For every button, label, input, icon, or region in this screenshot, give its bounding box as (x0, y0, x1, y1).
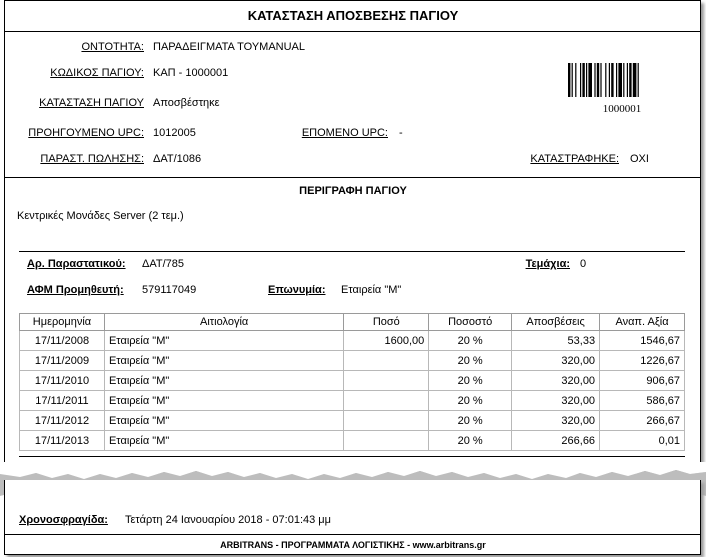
barcode-image (568, 63, 676, 97)
barcode-bar (594, 63, 595, 97)
barcode-bar (638, 63, 639, 97)
barcode-bar (568, 63, 570, 97)
col-date: Ημερομηνία (20, 314, 105, 331)
barcode-bar (586, 63, 587, 97)
cell-rate: 20 % (429, 371, 512, 391)
barcode-bar (633, 63, 637, 97)
cell-date: 17/11/2011 (20, 391, 105, 411)
cell-residual-value: 586,67 (600, 391, 685, 411)
col-amount: Ποσό (344, 314, 429, 331)
barcode-bar (627, 63, 628, 97)
barcode-bar (609, 63, 610, 97)
cell-rate: 20 % (429, 331, 512, 351)
col-reason: Αιτιολογία (104, 314, 343, 331)
barcode-bar (611, 63, 613, 97)
table-row (20, 371, 685, 391)
barcode-bar (588, 63, 592, 97)
cell-amount (344, 371, 429, 391)
barcode-bar (616, 63, 617, 97)
cell-amount (344, 351, 429, 371)
table-header-row (20, 314, 685, 331)
cell-date: 17/11/2010 (20, 371, 105, 391)
destroyed-label: ΚΑΤΑΣΤΡΑΦΗΚΕ: (530, 153, 619, 165)
description-divider (19, 251, 685, 252)
footer-credit: ARBITRANS - ΠΡΟΓΡΑΜΜΑΤΑ ΛΟΓΙΣΤΙΚΗΣ - www.arbitrans.gr (220, 540, 486, 550)
cell-date: 17/11/2008 (20, 331, 105, 351)
cell-reason: Εταιρεία "Μ" (104, 331, 343, 351)
cell-depreciation: 320,00 (512, 411, 600, 431)
footer-divider (5, 534, 700, 535)
entity-value: ΠΑΡΑΔΕΙΓΜΑΤΑ ΤΟΥMANUAL (153, 41, 306, 53)
cell-amount: 1600,00 (344, 331, 429, 351)
table-row (20, 391, 685, 411)
barcode-bar (600, 63, 601, 97)
title-divider (5, 31, 700, 32)
asset-status-value: Αποσβέστηκε (153, 97, 220, 109)
pieces-value: 0 (580, 258, 587, 270)
cell-depreciation: 320,00 (512, 371, 600, 391)
cell-residual-value: 266,67 (600, 411, 685, 431)
col-rate: Ποσοστό (429, 314, 512, 331)
cell-depreciation: 53,33 (512, 331, 600, 351)
barcode-bar (629, 63, 631, 97)
asset-code-label: ΚΩΔΙΚΟΣ ΠΑΓΙΟΥ: (50, 67, 144, 79)
prev-upc-value: 1012005 (153, 127, 196, 139)
table-row (20, 411, 685, 431)
barcode-bar (618, 63, 622, 97)
cell-amount (344, 411, 429, 431)
purchase-doc-label: Αρ. Παραστατικού: (27, 258, 126, 270)
entity-label: ΟΝΤΟΤΗΤΑ: (81, 41, 144, 53)
purchase-doc-value: ΔΑΤ/785 (142, 258, 184, 270)
cell-rate: 20 % (429, 411, 512, 431)
cell-reason: Εταιρεία "Μ" (104, 351, 343, 371)
asset-code-value: ΚΑΠ - 1000001 (153, 67, 229, 79)
supplier-name-value: Εταιρεία "Μ" (341, 284, 402, 296)
supplier-vat-value: 579117049 (142, 284, 197, 296)
cell-depreciation: 320,00 (512, 351, 600, 371)
pieces-label: Τεμάχια: (525, 258, 570, 270)
report-title: ΚΑΤΑΣΤΑΣΗ ΑΠΟΣΒΕΣΗΣ ΠΑΓΙΟΥ (247, 8, 459, 23)
cell-depreciation: 320,00 (512, 391, 600, 411)
table-row (20, 351, 685, 371)
barcode-bar (572, 63, 573, 97)
supplier-vat-label: ΑΦΜ Προμηθευτή: (27, 284, 124, 296)
cell-date: 17/11/2012 (20, 411, 105, 431)
cell-reason: Εταιρεία "Μ" (104, 431, 343, 451)
prev-upc-label: ΠΡΟΗΓΟΥΜΕΝΟ UPC: (28, 127, 144, 139)
sale-doc-value: ΔΑΤ/1086 (153, 153, 202, 165)
barcode-bar (580, 63, 581, 97)
barcode-number: 1000001 (602, 103, 642, 115)
destroyed-value: ΟΧΙ (630, 153, 649, 165)
cell-rate: 20 % (429, 351, 512, 371)
next-upc-label: ΕΠΟΜΕΝΟ UPC: (301, 127, 388, 139)
table-row (20, 331, 685, 351)
barcode-bar (623, 63, 624, 97)
cell-rate: 20 % (429, 391, 512, 411)
cell-rate: 20 % (429, 431, 512, 451)
table-row (20, 431, 685, 451)
timestamp-label: Χρονοσφραγίδα: (19, 514, 108, 526)
description-heading: ΠΕΡΙΓΡΑΦΗ ΠΑΓΙΟΥ (299, 185, 407, 197)
timestamp-value: Τετάρτη 24 Ιανουαρίου 2018 - 07:01:43 μμ (125, 514, 331, 526)
cell-residual-value: 906,67 (600, 371, 685, 391)
cell-amount (344, 391, 429, 411)
cell-residual-value: 1226,67 (600, 351, 685, 371)
cell-amount (344, 431, 429, 451)
table-bottom-line (19, 456, 685, 457)
col-depreciation: Αποσβέσεις (512, 314, 600, 331)
barcode-bar (582, 63, 584, 97)
depreciation-table (19, 313, 685, 451)
asset-status-label: ΚΑΤΑΣΤΑΣΗ ΠΑΓΙΟΥ (39, 97, 144, 109)
cell-date: 17/11/2013 (20, 431, 105, 451)
cell-date: 17/11/2009 (20, 351, 105, 371)
cell-reason: Εταιρεία "Μ" (104, 411, 343, 431)
col-residual-value: Αναπ. Αξία (600, 314, 685, 331)
barcode-bar (605, 63, 606, 97)
next-upc-value: - (399, 127, 403, 139)
header-divider (5, 177, 700, 178)
cell-depreciation: 266,66 (512, 431, 600, 451)
supplier-name-label: Επωνυμία: (268, 284, 326, 296)
cell-reason: Εταιρεία "Μ" (104, 371, 343, 391)
cell-residual-value: 0,01 (600, 431, 685, 451)
cell-residual-value: 1546,67 (600, 331, 685, 351)
barcode-bar (575, 63, 576, 97)
sale-doc-label: ΠΑΡΑΣΤ. ΠΩΛΗΣΗΣ: (40, 153, 144, 165)
barcode-bar (597, 63, 599, 97)
cell-reason: Εταιρεία "Μ" (104, 391, 343, 411)
description-text: Κεντρικές Μονάδες Server (2 τεμ.) (17, 210, 184, 222)
